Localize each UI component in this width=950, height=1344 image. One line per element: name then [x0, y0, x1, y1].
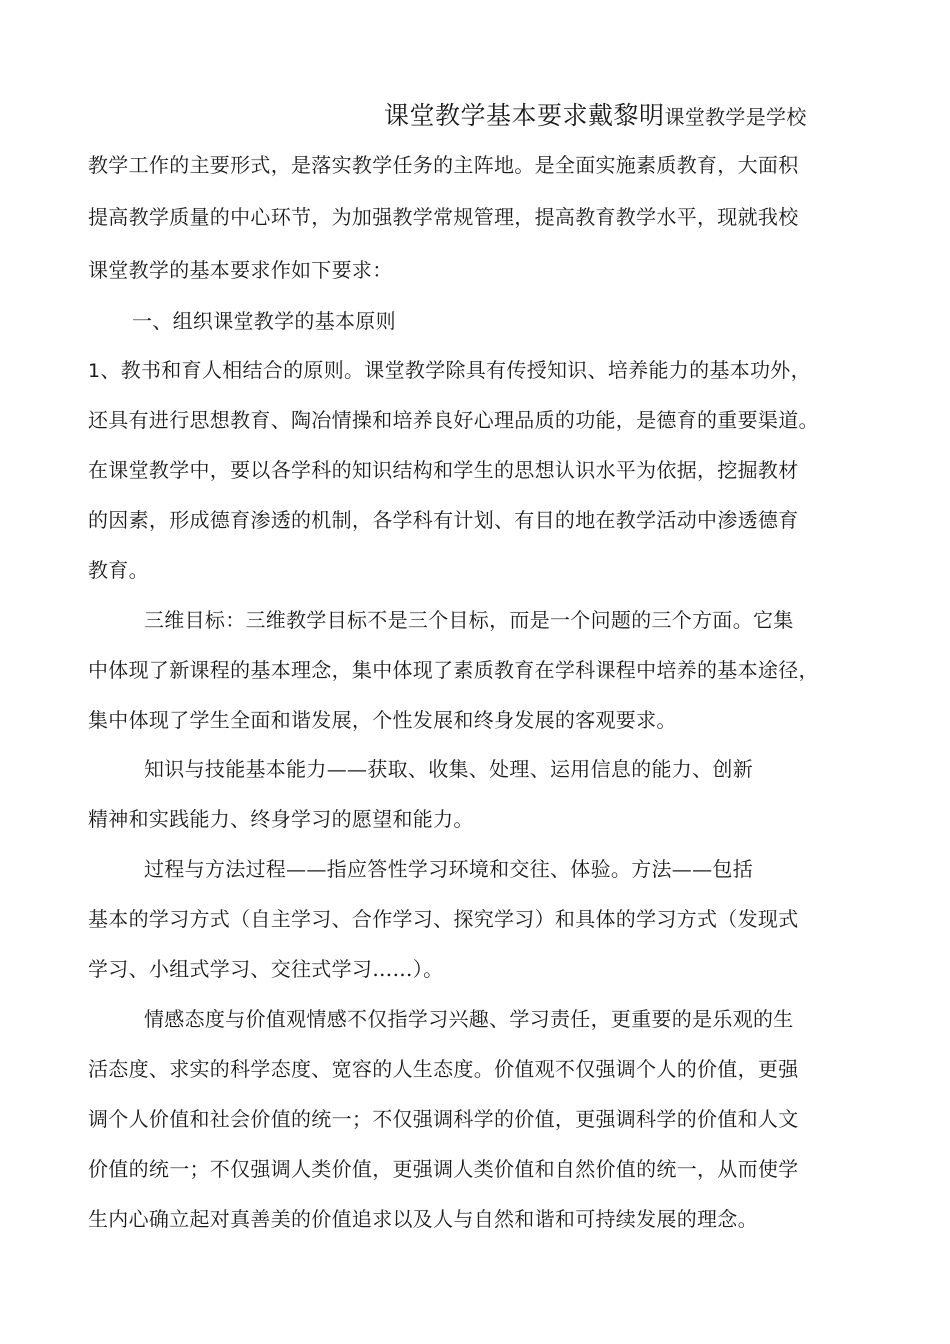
title-tail-text: 课堂教学是学校 [664, 105, 807, 129]
goals-line-1: 三维目标：三维教学目标不是三个目标，而是一个问题的三个方面。它集 [144, 608, 794, 632]
item-1-line-2: 还具有进行思想教育、陶冶情操和培养良好心理品质的功能，是德育的重要渠道。 [88, 408, 819, 432]
item-1-line-1 [88, 357, 811, 384]
item-1-line-5: 教育。 [88, 558, 149, 582]
item-1-number: 1 [88, 360, 101, 382]
emotion-line-3: 调个人价值和社会价值的统一；不仅强调科学的价值，更强调科学的价值和人文 [88, 1107, 799, 1131]
intro-line-3: 课堂教学的基本要求作如下要求： [88, 258, 393, 282]
title-line [384, 96, 807, 132]
process-line-2: 基本的学习方式（自主学习、合作学习、探究学习）和具体的学习方式（发现式 [88, 907, 799, 931]
item-1-line-3: 在课堂教学中，要以各学科的知识结构和学生的思想认识水平为依据，挖掘教材 [88, 458, 799, 482]
document-title: 课堂教学基本要求戴黎明 [384, 101, 665, 130]
item-1-line-1-text: 、教书和育人相结合的原则。课堂教学除具有传授知识、培养能力的基本功外， [100, 358, 811, 382]
intro-line-2: 提高教学质量的中心环节，为加强教学常规管理，提高教育教学水平，现就我校 [88, 205, 799, 229]
intro-line-1: 教学工作的主要形式，是落实教学任务的主阵地。是全面实施素质教育，大面积 [88, 153, 799, 177]
emotion-line-2: 活态度、求实的科学态度、宽容的人生态度。价值观不仅强调个人的价值，更强 [88, 1057, 799, 1081]
goals-line-2: 中体现了新课程的基本理念，集中体现了素质教育在学科课程中培养的基本途径， [88, 658, 819, 682]
emotion-line-4: 价值的统一；不仅强调人类价值，更强调人类价值和自然价值的统一，从而使学 [88, 1157, 799, 1181]
process-line-3: 学习、小组式学习、交往式学习……）。 [88, 957, 444, 981]
emotion-line-1: 情感态度与价值观情感不仅指学习兴趣、学习责任，更重要的是乐观的生 [144, 1007, 794, 1031]
knowledge-line-2: 精神和实践能力、终身学习的愿望和能力。 [88, 807, 474, 831]
goals-line-3: 集中体现了学生全面和谐发展，个性发展和终身发展的客观要求。 [88, 708, 677, 732]
process-line-1: 过程与方法过程——指应答性学习环境和交往、体验。方法——包括 [144, 857, 753, 881]
item-1-line-4: 的因素，形成德育渗透的机制，各学科有计划、有目的地在教学活动中渗透德育 [88, 508, 799, 532]
emotion-line-5: 生内心确立起对真善美的价值追求以及人与自然和谐和可持续发展的理念。 [88, 1207, 758, 1231]
knowledge-line-1: 知识与技能基本能力——获取、收集、处理、运用信息的能力、创新 [144, 757, 753, 781]
section-1-heading: 一、组织课堂教学的基本原则 [132, 309, 396, 333]
